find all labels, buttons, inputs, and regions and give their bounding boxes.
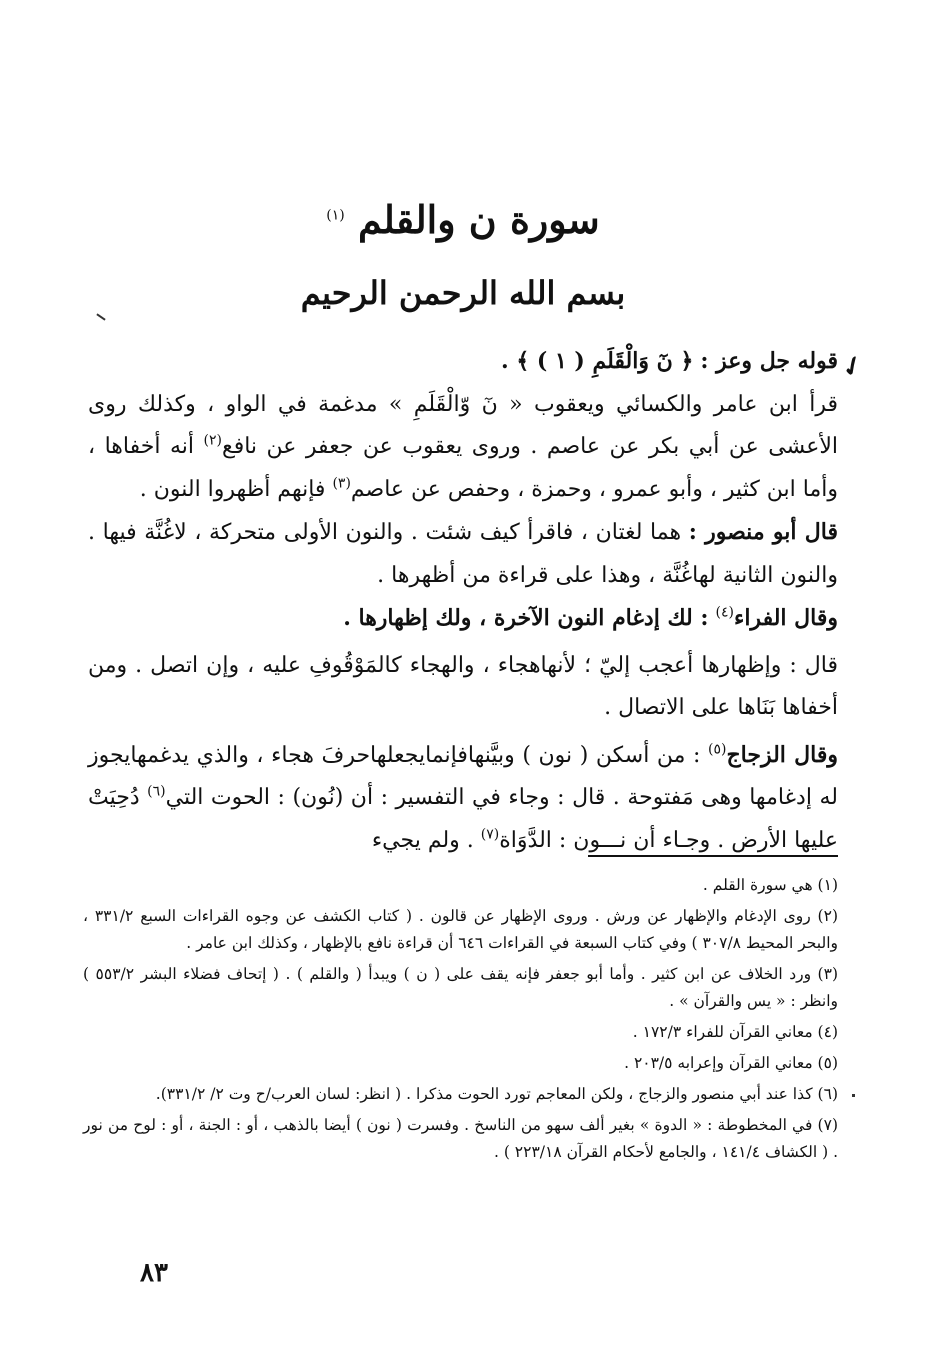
- scan-speck: [852, 1094, 855, 1097]
- footnote-ref-1: (١): [326, 207, 345, 224]
- paragraph-readings: [88, 384, 838, 512]
- surah-title: [0, 194, 926, 246]
- verse-intro: قوله جل وعز :: [700, 348, 838, 374]
- footnote-ref-2: (٢): [203, 432, 222, 449]
- readings-text-a: قرأ ابن عامر والكسائي ويعقوب « نٓ وّالْقَلَمِ » مدغمة في الواو ، وكذلك روى الأعشى عن أبي بكر عن عاصم . وروى يعقوب عن جعفر عن نافع: [88, 391, 839, 459]
- readings-text-c: فإنهم أظهروا النون .: [139, 476, 326, 502]
- footnote-6: (٦) كذا عند أبي منصور والزجاج ، ولكن المعاجم تورد الحوت مذكرا . ( انظر: لسان العرب/ح وت ٢/ ٣٣١/٢).: [155, 1085, 838, 1103]
- abu-mansur-text: هما لغتان ، فاقرأ كيف شئت . والنون الأولى متحركة ، لاغُنَّة فيها . والنون الثانية لهاغُنَّة ، وهذا على قراءة من أظهرها .: [88, 520, 838, 588]
- footnote-5: (٥) معاني القرآن وإعرابه ٢٠٣/٥ .: [624, 1054, 838, 1072]
- footnote-ref-6: (٦): [147, 783, 166, 800]
- farra-continued-text: قال : وإظهارها أعجب إليّ ؛ لأنهاهجاء ، والهجاء كالمَوْقُوفِ عليه ، وإن اتصل . ومن أخفاها بَنَاها على الاتصال .: [88, 652, 838, 720]
- basmala: بسم الله الرحمن الرحيم: [300, 274, 626, 312]
- abu-mansur-label: قال أبو منصور :: [688, 519, 838, 545]
- footnote-ref-3: (٣): [332, 475, 351, 492]
- footnotes: [83, 872, 838, 1170]
- surah-title-text: سورة ن والقلم: [358, 197, 600, 242]
- paragraph-farra: [88, 597, 838, 641]
- paragraph-verse: [88, 340, 838, 384]
- farra-label: وقال الفراء: [733, 605, 838, 631]
- margin-mark-icon: ✓: [836, 348, 870, 386]
- verse-quote: ﴿ نٓ وَالْقَلَمِ ( ١ ) ﴾ .: [501, 348, 694, 374]
- footnote-ref-5: (٥): [707, 741, 727, 758]
- footnote-3: (٣) ورد الخلاف عن ابن كثير . وأما أبو جعفر فإنه يقف على ( ن ) ويبدأ ( والقلم ) . ( إتحاف فضلاء البشر ٥٥٣/٢ ) وانظر : « يس والقرآن » .: [83, 965, 838, 1010]
- footnote-ref-4: (٤): [715, 604, 734, 621]
- footnote-2: (٢) روى الإدغام والإظهار عن ورش . وروى الإظهار عن قالون . ( كتاب الكشف عن وجوه القراءات السبع ٣٣١/٢ ، والبحر المحيط ٣٠٧/٨ ) وفي كتاب السبعة في القراءات ٦٤٦ أن قراءة نافع بالإظهار ، وكذلك ابن عامر .: [83, 907, 838, 952]
- paragraph-zajjaj: [88, 734, 838, 863]
- paragraph-farra-continued: [88, 645, 838, 730]
- footnote-4: (٤) معاني القرآن للفراء ١٧٢/٣ .: [632, 1023, 838, 1041]
- paragraph-abu-mansur: [88, 511, 838, 597]
- footnote-1: (١) هي سورة القلم .: [702, 876, 838, 894]
- zajjaj-label: وقال الزجاج: [726, 741, 838, 768]
- page-number: ٨٣: [140, 1258, 168, 1288]
- main-text: [88, 340, 838, 862]
- farra-text: : لك إدغام النون الآخرة ، ولك إظهارها .: [343, 605, 709, 631]
- zajjaj-text-b: دُحِيَتْ عليها الأرض . وجـاء أن نـــون : الدَّوَاة: [88, 785, 838, 853]
- footnote-divider: [588, 855, 838, 857]
- zajjaj-text-a: : من أسكن ( نون ) وبيَّنهافإنمايجعلهاحرفَ هجاء ، والذي يدغمهايجوز له إدغامها وهى مَفتوحة . قال : وجاء في التفسير : أن (نُون) : الحوت التي: [88, 742, 838, 810]
- footnote-ref-7: (٧): [480, 826, 500, 843]
- footnote-7: (٧) في المخطوطة : « الدوة » بغير ألف سهو من الناسخ . وفسرت ( نون ) أيضا بالذهب ، أو : الجنة ، أو : لوح من نور . ( الكشاف ١٤١/٤ ، والجامع لأحكام القرآن ٢٢٣/١٨ ) .: [83, 1116, 838, 1161]
- readings-text-b: أنه أخفاها ، وأما ابن كثير ، وأبو عمرو ، وحمزة ، وحفص عن عاصم: [88, 434, 838, 502]
- zajjaj-text-c: . ولم يجيء: [371, 827, 474, 853]
